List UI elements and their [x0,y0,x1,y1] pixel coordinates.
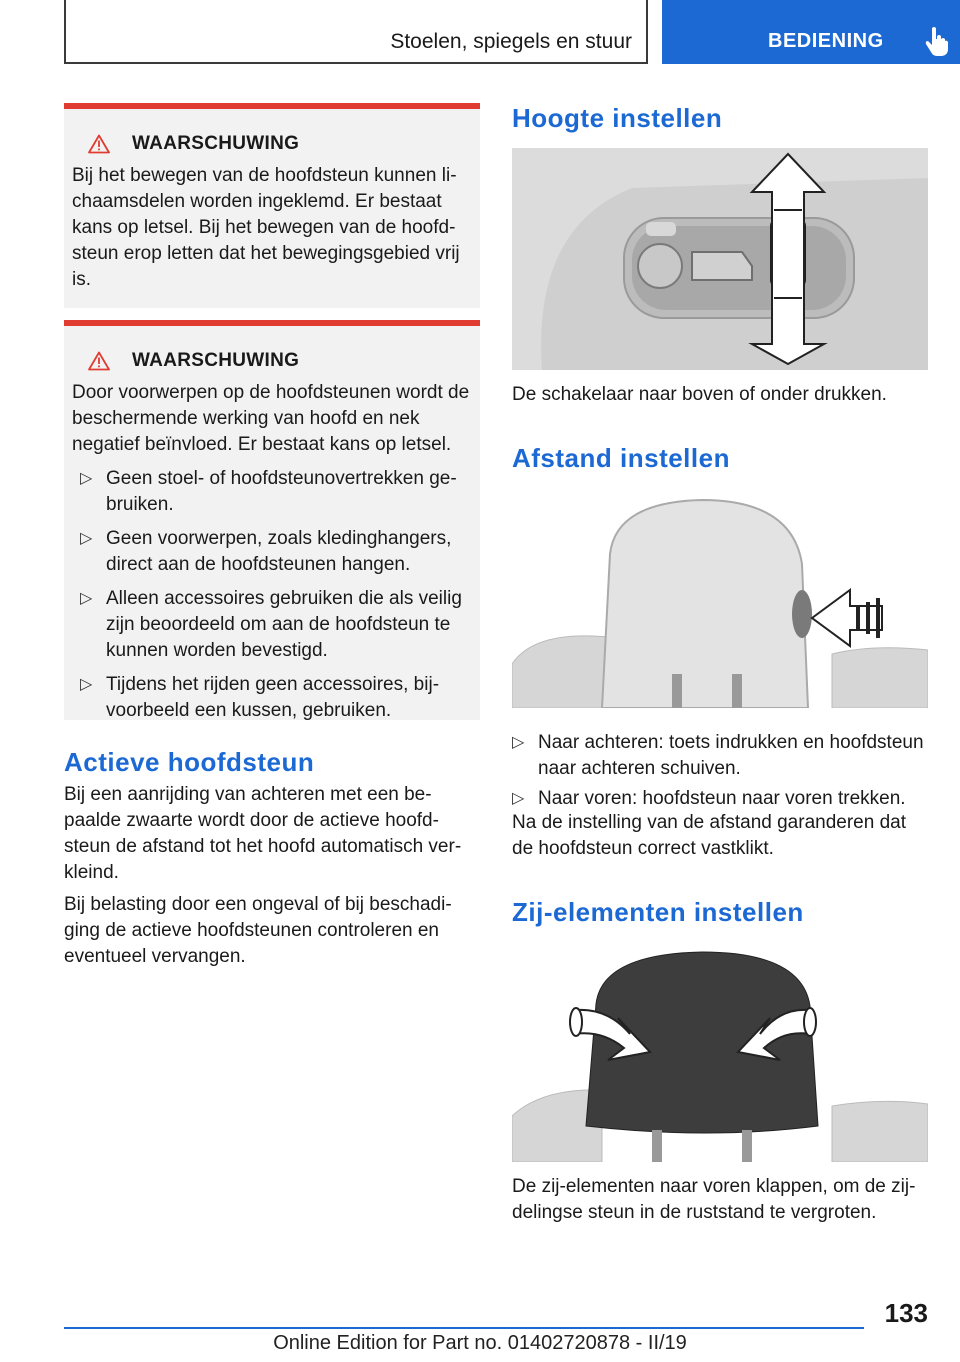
section-heading-zij-elementen-instellen: Zij-elementen instellen [512,897,804,927]
section-heading-afstand-instellen: Afstand instellen [512,443,730,473]
triangle-bullet-icon: ▷ [512,790,525,807]
paragraph: Bij belasting door een ongeval of bij beschadiging de actieve hoofdsteunen controleren en eventueel vervangen. [64,894,452,967]
triangle-bullet-icon: ▷ [512,734,525,751]
list-item: ▷ Naar voren: hoofdsteun naar voren trekken. [504,786,928,812]
figure-seat-switch [512,148,928,370]
header-section-box [64,0,648,64]
warning-title: WAARSCHUWING [132,350,300,371]
page-number: 133 [884,1298,928,1328]
triangle-bullet-icon: ▷ [80,530,93,547]
list-item: ▷ Geen voorwerpen, zoals kledinghangers, direct aan de hoofdsteunen hangen. [80,528,452,575]
warning-box-2 [64,320,480,720]
warning-triangle-icon [88,134,110,154]
warning-title: WAARSCHUWING [132,133,300,154]
warning-text: Bij het bewegen van de hoofdsteun kunnen lichaamsdelen worden ingeklemd. Er bestaat kans op letsel. Bij het bewegen van de hoofdsteun erop letten dat het bewegingsgebied vrij is. [72,165,460,290]
list-item: ▷ Alleen accessoires gebruiken die als veilig zijn beoordeeld om aan de hoofdsteun te kunnen worden bevestigd. [80,588,462,661]
list-item: ▷ Tijdens het rijden geen accessoires, bijvoorbeeld een kussen, gebruiken. [80,674,440,721]
triangle-bullet-icon: ▷ [80,470,93,487]
headrest-illustration [512,494,928,708]
afstand-bullet-list [504,730,928,820]
header-tab-label: BEDIENING [768,30,884,52]
warning-box-1 [64,103,480,308]
section-heading-actieve-hoofdsteun: Actieve hoofdsteun [64,747,315,777]
paragraph: Bij een aanrijding van achteren met een bepaalde zwaarte wordt door de actieve hoofdsteun de afstand tot het hoofd automatisch verkleind. [64,784,462,883]
figure-caption: De schakelaar naar boven of onder drukken. [512,384,887,405]
header-section-title: Stoelen, spiegels en stuur [390,30,632,53]
header-tab-bediening[interactable] [662,0,960,64]
seat-switch-illustration [512,148,928,370]
paragraph: Na de instelling van de afstand garanderen dat de hoofdsteun correct vastklikt. [512,812,906,859]
footer-edition: Online Edition for Part no. 01402720878 - II/19 [273,1332,687,1354]
warning-triangle-icon [88,351,110,371]
triangle-bullet-icon: ▷ [80,676,93,693]
figure-caption: De zij-elementen naar voren klappen, om de zijdelingse steun in de ruststand te vergroten. [512,1176,916,1223]
side-elements-illustration [512,948,928,1162]
section-heading-hoogte-instellen: Hoogte instellen [512,103,723,133]
footer-divider [64,1327,864,1329]
list-item: ▷ Geen stoel- of hoofdsteunovertrekken gebruiken. [80,468,457,515]
warning-text: Door voorwerpen op de hoofdsteunen wordt de beschermende werking van hoofd en nek negatief beïnvloed. Er bestaat kans op letsel. [72,382,470,455]
list-item: ▷ Naar achteren: toets indrukken en hoofdsteun naar achteren schuiven. [512,732,924,779]
triangle-bullet-icon: ▷ [80,590,93,607]
figure-headrest-distance [512,494,928,708]
warning-bullet-list [72,466,470,724]
hand-pointing-icon [924,26,950,56]
figure-headrest-side-elements [512,948,928,1162]
